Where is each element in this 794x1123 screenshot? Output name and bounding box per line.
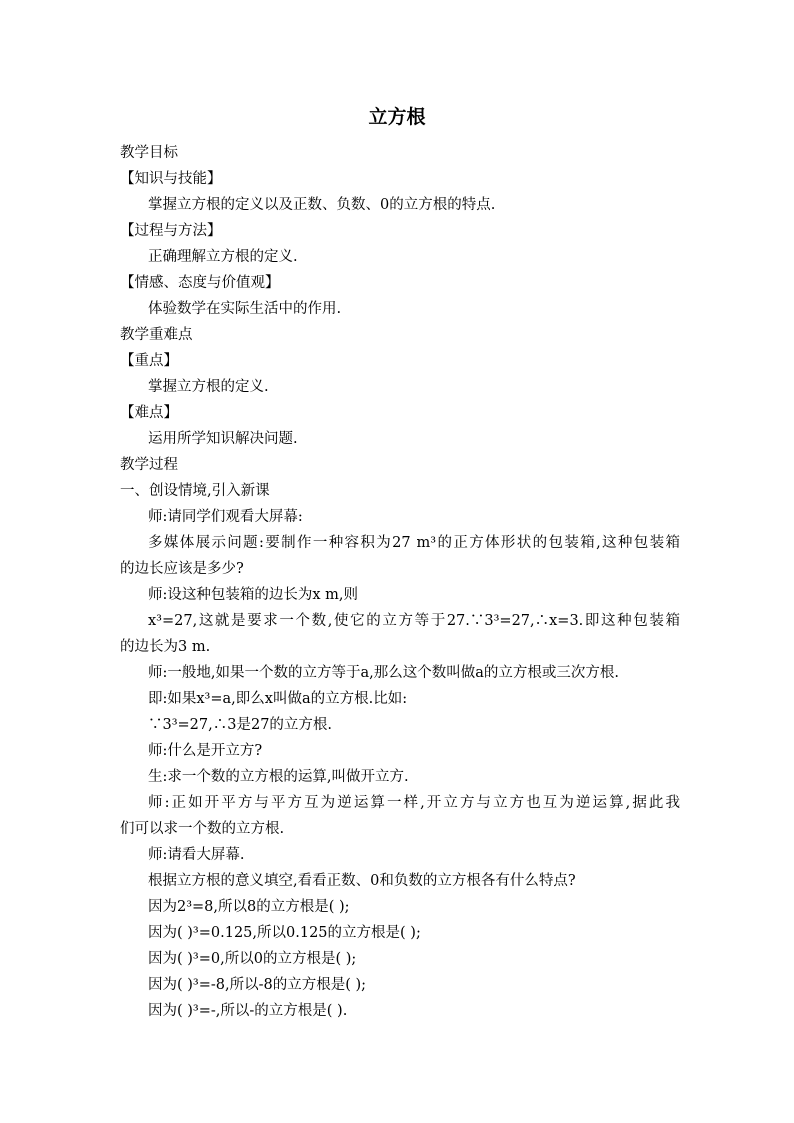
exercise-line: 因为( )³=-,所以-的立方根是( ). [148, 1003, 348, 1019]
paragraph: 师:请看大屏幕. [148, 847, 245, 863]
subsection-heading: 【难点】 [120, 405, 178, 421]
paragraph: 多媒体展示问题:要制作一种容积为27 m³的正方体形状的包装箱,这种包装箱 [148, 535, 680, 551]
paragraph: 根据立方根的意义填空,看看正数、0和负数的立方根各有什么特点? [148, 873, 576, 889]
paragraph: 掌握立方根的定义以及正数、负数、0的立方根的特点. [148, 197, 496, 213]
paragraph: 师:正如开平方与平方互为逆运算一样,开立方与立方也互为逆运算,据此我 [148, 795, 680, 811]
paragraph: 体验数学在实际生活中的作用. [148, 301, 342, 317]
paragraph: 师:设这种包装箱的边长为x m,则 [148, 587, 359, 603]
paragraph: 师:什么是开立方? [148, 743, 263, 759]
subsection-heading: 【过程与方法】 [120, 223, 222, 239]
document-body [120, 140, 680, 1024]
paragraph: 生:求一个数的立方根的运算,叫做开立方. [148, 769, 409, 785]
exercise-line: 因为( )³=-8,所以-8的立方根是( ); [148, 977, 367, 993]
subsection-heading: 【知识与技能】 [120, 171, 222, 187]
paragraph: 正确理解立方根的定义. [148, 249, 298, 265]
paragraph: 掌握立方根的定义. [148, 379, 269, 395]
paragraph-continuation: 的边长应该是多少? [120, 561, 244, 577]
exercise-line: 因为2³=8,所以8的立方根是( ); [148, 899, 350, 915]
paragraph-continuation: 们可以求一个数的立方根. [120, 821, 285, 837]
paragraph: ∵3³=27,∴3是27的立方根. [148, 717, 333, 733]
paragraph: x³=27,这就是要求一个数,使它的立方等于27.∵3³=27,∴x=3.即这种包装箱 [148, 613, 680, 629]
paragraph: 即:如果x³=a,即么x叫做a的立方根.比如: [148, 691, 408, 707]
section-heading: 教学重难点 [120, 327, 193, 343]
paragraph-continuation: 的边长为3 m. [120, 639, 211, 655]
section-heading: 教学目标 [120, 145, 178, 161]
exercise-line: 因为( )³=0.125,所以0.125的立方根是( ); [148, 925, 421, 941]
subsection-heading: 【情感、态度与价值观】 [120, 275, 280, 291]
paragraph: 运用所学知识解决问题. [148, 431, 298, 447]
exercise-line: 因为( )³=0,所以0的立方根是( ); [148, 951, 357, 967]
paragraph: 师:一般地,如果一个数的立方等于a,那么这个数叫做a的立方根或三次方根. [148, 665, 619, 681]
subsection-heading: 【重点】 [120, 353, 178, 369]
section-heading: 教学过程 [120, 457, 178, 473]
subsection-heading: 一、创设情境,引入新课 [120, 483, 270, 499]
page-title: 立方根 [368, 106, 426, 128]
paragraph: 师:请同学们观看大屏幕: [148, 509, 303, 525]
